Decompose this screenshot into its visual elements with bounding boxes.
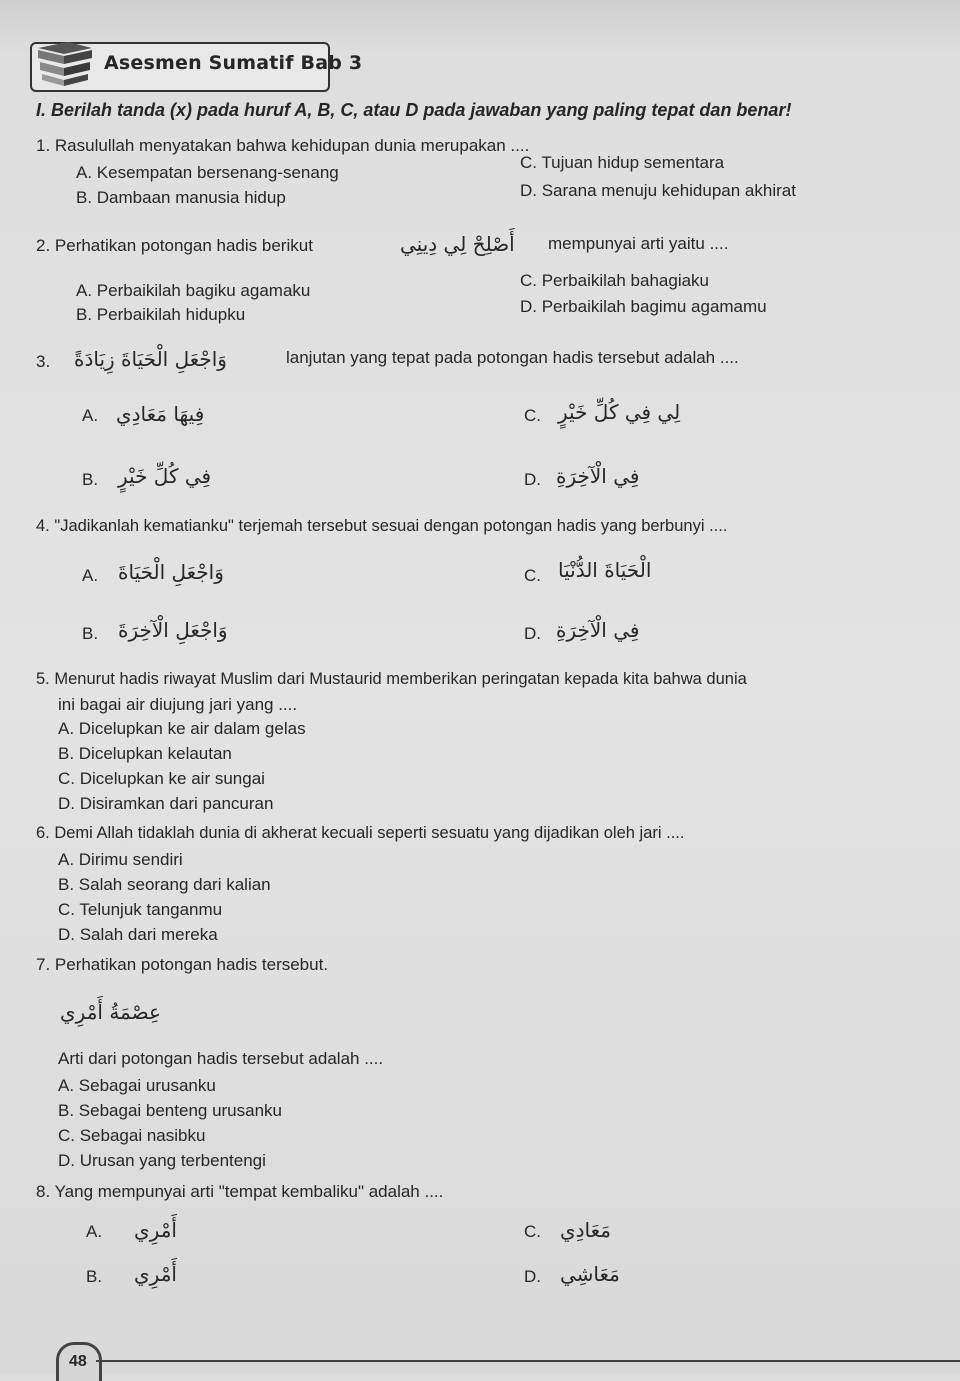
q7-option-b[interactable]: B. Sebagai benteng urusanku	[58, 1101, 283, 1120]
q5-option-c[interactable]: C. Dicelupkan ke air sungai	[58, 769, 265, 788]
q3-option-d[interactable]: فِي الْآخِرَةِ	[556, 464, 640, 488]
footer-divider	[96, 1360, 960, 1362]
q8-option-b[interactable]: أَمْرِي	[134, 1262, 177, 1286]
q4-option-b[interactable]: وَاجْعَلِ الْآخِرَةَ	[118, 618, 228, 642]
q8-option-d[interactable]: مَعَاشِي	[560, 1262, 620, 1286]
q5-option-d[interactable]: D. Disiramkan dari pancuran	[58, 794, 274, 813]
q7-option-a[interactable]: A. Sebagai urusanku	[58, 1076, 216, 1095]
q3-option-a-label[interactable]: A.	[82, 406, 99, 425]
q2-option-d[interactable]: D. Perbaikilah bagimu agamamu	[520, 297, 767, 316]
q3-option-d-label[interactable]: D.	[524, 470, 541, 489]
q5-option-a[interactable]: A. Dicelupkan ke air dalam gelas	[58, 719, 306, 738]
q2-option-b[interactable]: B. Perbaikilah hidupku	[76, 305, 246, 324]
q4-option-d[interactable]: فِي الْآخِرَةِ	[556, 618, 640, 642]
book-stack-icon	[34, 38, 96, 90]
q4-option-a[interactable]: وَاجْعَلِ الْحَيَاةَ	[118, 560, 224, 584]
q8-option-c[interactable]: مَعَادِي	[560, 1218, 612, 1242]
q2-option-c[interactable]: C. Perbaikilah bahagiaku	[520, 271, 710, 290]
q3-option-b[interactable]: فِي كُلِّ خَيْرٍ	[118, 464, 212, 488]
assessment-title: Asesmen Sumatif Bab 3	[104, 52, 363, 74]
q8-option-c-label[interactable]: C.	[524, 1222, 541, 1241]
question-5-line-2: ini bagai air diujung jari yang ....	[58, 695, 298, 714]
q7-option-c[interactable]: C. Sebagai nasibku	[58, 1126, 206, 1145]
question-3: lanjutan yang tepat pada potongan hadis tersebut adalah ....	[286, 348, 739, 367]
q4-option-c-label[interactable]: C.	[524, 566, 541, 585]
instruction-text: I. Berilah tanda (x) pada huruf A, B, C, atau D pada jawaban yang paling tepat dan benar!	[36, 100, 792, 120]
q6-option-c[interactable]: C. Telunjuk tanganmu	[58, 900, 223, 919]
q3-option-a[interactable]: فِيهَا مَعَادِي	[116, 402, 205, 426]
q6-option-d[interactable]: D. Salah dari mereka	[58, 925, 218, 944]
q8-option-a[interactable]: أَمْرِي	[134, 1218, 177, 1242]
q4-option-d-label[interactable]: D.	[524, 624, 541, 643]
q7-option-d[interactable]: D. Urusan yang terbentengi	[58, 1151, 266, 1170]
q5-option-b[interactable]: B. Dicelupkan kelautan	[58, 744, 232, 763]
question-7-prompt: Arti dari potongan hadis tersebut adalah ....	[58, 1049, 384, 1068]
question-7: 7. Perhatikan potongan hadis tersebut.	[36, 955, 329, 974]
question-2: 2. Perhatikan potongan hadis berikut	[36, 236, 313, 255]
q1-option-a[interactable]: A. Kesempatan bersenang-senang	[76, 163, 339, 182]
q3-option-c-label[interactable]: C.	[524, 406, 541, 425]
question-5-line-1: 5. Menurut hadis riwayat Muslim dari Mustaurid memberikan peringatan kepada kita bahwa dunia	[36, 670, 747, 688]
q8-option-d-label[interactable]: D.	[524, 1267, 541, 1286]
q6-option-a[interactable]: A. Dirimu sendiri	[58, 850, 183, 869]
q6-option-b[interactable]: B. Salah seorang dari kalian	[58, 875, 271, 894]
question-8: 8. Yang mempunyai arti "tempat kembaliku" adalah ....	[36, 1182, 444, 1201]
q8-option-b-label[interactable]: B.	[86, 1267, 103, 1286]
q8-option-a-label[interactable]: A.	[86, 1222, 103, 1241]
q4-option-c[interactable]: الْحَيَاةَ الدُّنْيَا	[558, 558, 652, 582]
question-3-number: 3.	[36, 352, 51, 371]
q1-option-b[interactable]: B. Dambaan manusia hidup	[76, 188, 286, 207]
page-number: 48	[69, 1353, 87, 1370]
q1-option-d[interactable]: D. Sarana menuju kehidupan akhirat	[520, 181, 796, 200]
q7-arabic-text: عِصْمَةُ أَمْرِي	[60, 1000, 161, 1024]
q4-option-b-label[interactable]: B.	[82, 624, 99, 643]
q3-option-c[interactable]: لِي فِي كُلِّ خَيْرٍ	[558, 400, 681, 424]
q2-option-a[interactable]: A. Perbaikilah bagiku agamaku	[76, 281, 311, 300]
question-2-suffix: mempunyai arti yaitu ....	[548, 234, 729, 253]
q4-option-a-label[interactable]: A.	[82, 566, 99, 585]
question-1: 1. Rasulullah menyatakan bahwa kehidupan dunia merupakan ....	[36, 136, 530, 155]
question-6: 6. Demi Allah tidaklah dunia di akherat kecuali seperti sesuatu yang dijadikan oleh jari ....	[36, 824, 685, 842]
q3-option-b-label[interactable]: B.	[82, 470, 99, 489]
q3-arabic-text: وَاجْعَلِ الْحَيَاةَ زِيَادَةً	[74, 347, 227, 371]
q1-option-c[interactable]: C. Tujuan hidup sementara	[520, 153, 725, 172]
q2-arabic-text: أَصْلِحْ لِي دِينِي	[400, 232, 515, 256]
question-4: 4. "Jadikanlah kematianku" terjemah tersebut sesuai dengan potongan hadis yang berbunyi ....	[36, 517, 728, 535]
